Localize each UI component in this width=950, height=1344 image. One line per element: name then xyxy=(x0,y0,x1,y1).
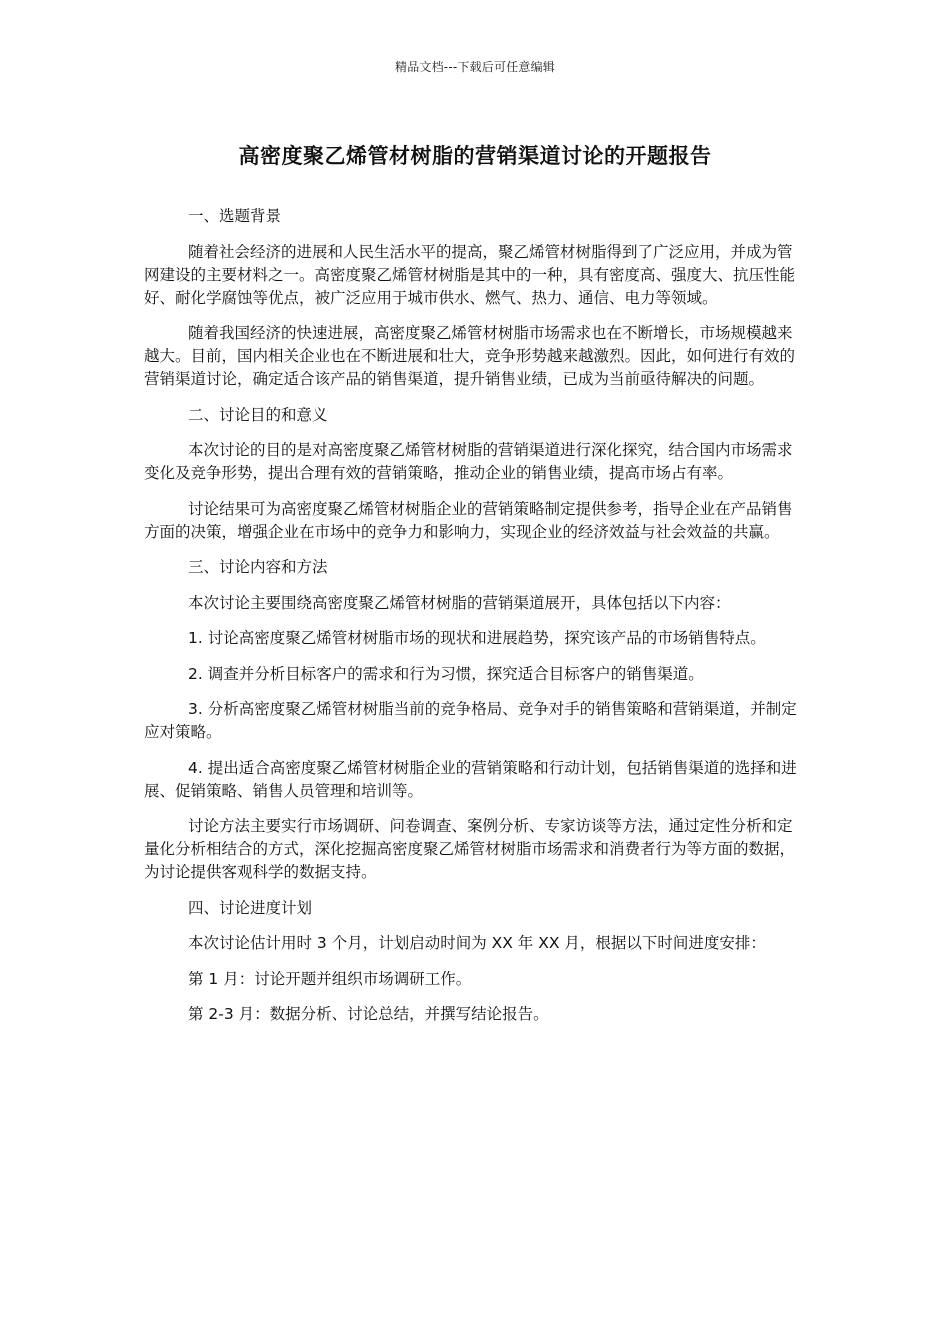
section-heading-purpose: 二、讨论目的和意义 xyxy=(188,405,328,424)
paragraph: 讨论结果可为高密度聚乙烯管材树脂企业的营销策略制定提供参考，指导企业在产品销售方面的决策，增强企业在市场中的竞争力和影响力，实现企业的经济效益与社会效益的共赢。 xyxy=(144,499,793,541)
section-heading-background: 一、选题背景 xyxy=(188,207,282,225)
section-heading-schedule: 四、讨论进度计划 xyxy=(188,898,313,917)
paragraph: 本次讨论的目的是对高密度聚乙烯管材树脂的营销渠道进行深化探究，结合国内市场需求变化及竞争形势，提出合理有效的营销策略，推动企业的销售业绩，提高市场占有率。 xyxy=(144,441,793,482)
schedule-item: 第 1 月：讨论开题并组织市场调研工作。 xyxy=(188,969,472,988)
document-title: 高密度聚乙烯管材树脂的营销渠道讨论的开题报告 xyxy=(238,144,712,168)
schedule-item: 第 2-3 月：数据分析、讨论总结，并撰写结论报告。 xyxy=(188,1005,549,1023)
paragraph: 本次讨论估计用时 3 个月，计划启动时间为 XX 年 XX 月，根据以下时间进度安排： xyxy=(188,934,766,952)
paragraph: 讨论方法主要实行市场调研、问卷调查、案例分析、专家访谈等方法，通过定性分析和定量化分析相结合的方式，深化挖掘高密度聚乙烯管材树脂市场需求和消费者行为等方面的数据，为讨论提供客观科学的数据支持。 xyxy=(144,817,796,881)
document-body xyxy=(144,205,800,1039)
section-heading-content-methods: 三、讨论内容和方法 xyxy=(188,558,328,576)
paragraph: 随着我国经济的快速进展，高密度聚乙烯管材树脂市场需求也在不断增长，市场规模越来越大。目前，国内相关企业也在不断进展和壮大，竞争形势越来越激烈。因此，如何进行有效的营销渠道讨论，确定适合该产品的销售渠道，提升销售业绩，已成为当前亟待解决的问题。 xyxy=(144,324,796,388)
list-item: 1. 讨论高密度聚乙烯管材树脂市场的现状和进展趋势，探究该产品的市场销售特点。 xyxy=(188,629,766,647)
list-item: 3. 分析高密度聚乙烯管材树脂当前的竞争格局、竞争对手的销售策略和营销渠道，并制定应对策略。 xyxy=(144,700,797,741)
header-note: 精品文档---下载后可任意编辑 xyxy=(395,60,555,74)
list-item: 4. 提出适合高密度聚乙烯管材树脂企业的营销策略和行动计划，包括销售渠道的选择和进展、促销策略、销售人员管理和培训等。 xyxy=(144,758,797,800)
paragraph: 随着社会经济的进展和人民生活水平的提高，聚乙烯管材树脂得到了广泛应用，并成为管网建设的主要材料之一。高密度聚乙烯管材树脂是其中的一种，具有密度高、强度大、抗压性能好、耐化学腐蚀等优点，被广泛应用于城市供水、燃气、热力、通信、电力等领域。 xyxy=(144,242,796,307)
paragraph: 本次讨论主要围绕高密度聚乙烯管材树脂的营销渠道展开，具体包括以下内容： xyxy=(188,593,731,612)
list-item: 2. 调查并分析目标客户的需求和行为习惯，探究适合目标客户的销售渠道。 xyxy=(188,664,704,683)
